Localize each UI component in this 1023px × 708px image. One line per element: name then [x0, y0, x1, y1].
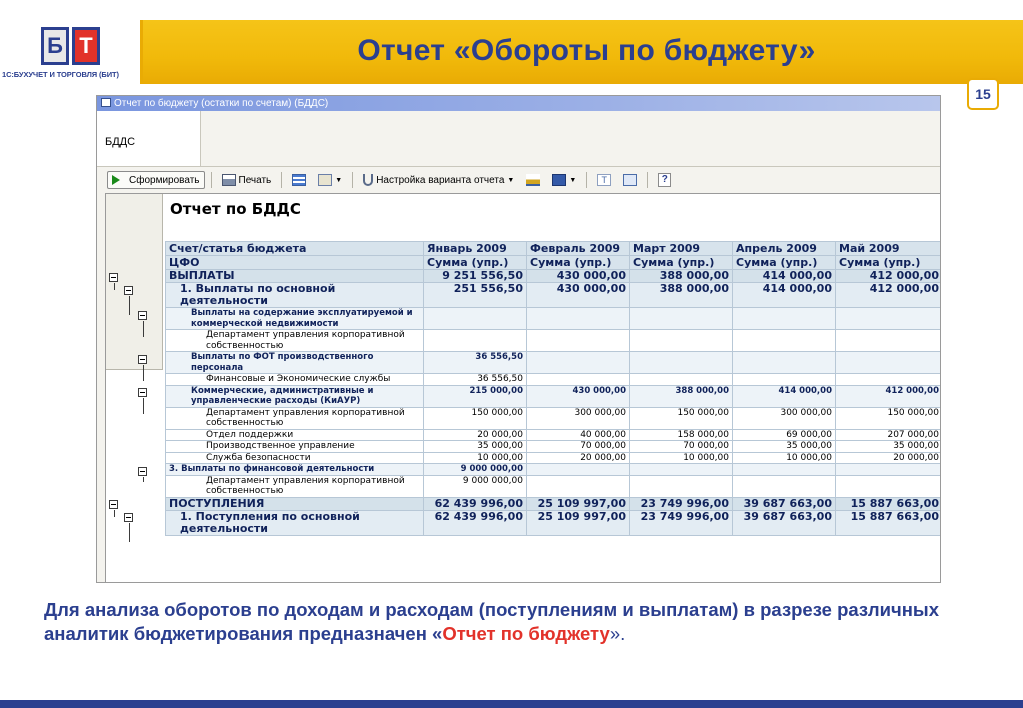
chevron-down-icon: ▼ — [507, 176, 515, 184]
amount-cell: 15 887 663,00 — [836, 497, 942, 510]
table-subheader-row — [166, 256, 942, 270]
page-number-badge: 15 — [967, 78, 999, 110]
amount-cell: 412 000,00 — [836, 270, 942, 283]
table-row[interactable] — [166, 497, 942, 510]
bottom-bar — [0, 700, 1023, 708]
tree-collapse-toggle[interactable] — [138, 467, 147, 476]
table-row[interactable] — [166, 385, 942, 407]
column-subheader: ЦФО — [166, 256, 424, 270]
amount-cell: 62 439 996,00 — [424, 497, 527, 510]
row-label: Департамент управления корпоративной собственностью — [166, 407, 424, 429]
floppy-disk-icon — [552, 174, 566, 186]
amount-cell — [836, 464, 942, 476]
amount-cell — [836, 475, 942, 497]
row-label: Служба безопасности — [166, 452, 424, 464]
tree-connector-line — [129, 523, 130, 542]
row-label: Отдел поддержки — [166, 429, 424, 441]
amount-cell: 9 000 000,00 — [424, 475, 527, 497]
amount-cell: 300 000,00 — [527, 407, 630, 429]
amount-cell: 388 000,00 — [630, 283, 733, 308]
tree-gutter — [106, 194, 163, 583]
amount-cell — [527, 374, 630, 386]
amount-cell — [630, 464, 733, 476]
row-label: 1. Выплаты по основной деятельности — [166, 283, 424, 308]
amount-cell — [733, 464, 836, 476]
amount-cell: 39 687 663,00 — [733, 497, 836, 510]
amount-cell: 150 000,00 — [424, 407, 527, 429]
tree-connector-line — [143, 477, 144, 483]
chevron-down-icon: ▼ — [335, 176, 343, 184]
header-toggle-button[interactable] — [593, 171, 615, 189]
amount-cell: 23 749 996,00 — [630, 497, 733, 510]
amount-cell: 36 556,50 — [424, 374, 527, 386]
settings-fork-icon — [363, 174, 373, 186]
amount-cell: 62 439 996,00 — [424, 510, 527, 535]
variant-settings-button[interactable] — [359, 171, 518, 189]
row-label: Коммерческие, административные и управленческие расходы (КиАУР) — [166, 385, 424, 407]
amount-cell: 414 000,00 — [733, 385, 836, 407]
window-title: Отчет по бюджету (остатки по счетам) (БДДС) — [114, 98, 329, 109]
amount-cell: 35 000,00 — [836, 441, 942, 453]
amount-cell: 215 000,00 — [424, 385, 527, 407]
toolbar-separator — [647, 172, 648, 188]
amount-cell — [424, 330, 527, 352]
column-header: Январь 2009 — [424, 242, 527, 256]
tree-collapse-toggle[interactable] — [138, 311, 147, 320]
slide-header — [0, 20, 1023, 84]
logo-mark-icon — [41, 27, 101, 65]
report-table — [165, 241, 941, 536]
amount-cell: 20 000,00 — [836, 452, 942, 464]
form-toggle-button[interactable] — [619, 171, 641, 189]
amount-cell — [733, 374, 836, 386]
toolbar-separator — [352, 172, 353, 188]
tree-collapse-toggle[interactable] — [138, 355, 147, 364]
amount-cell: 9 000 000,00 — [424, 464, 527, 476]
amount-cell: 20 000,00 — [424, 429, 527, 441]
amount-cell: 150 000,00 — [836, 407, 942, 429]
amount-cell: 430 000,00 — [527, 270, 630, 283]
amount-cell — [527, 352, 630, 374]
amount-cell — [527, 475, 630, 497]
amount-cell — [733, 308, 836, 330]
slide-caption — [44, 598, 984, 646]
table-row[interactable] — [166, 510, 942, 535]
column-header: Апрель 2009 — [733, 242, 836, 256]
format-dropdown-button[interactable] — [314, 171, 346, 189]
help-button[interactable] — [654, 171, 675, 189]
report-sheet[interactable] — [105, 193, 941, 583]
column-header: Март 2009 — [630, 242, 733, 256]
amount-cell: 300 000,00 — [733, 407, 836, 429]
table-row[interactable] — [166, 452, 942, 464]
amount-cell — [733, 352, 836, 374]
amount-cell: 10 000,00 — [733, 452, 836, 464]
amount-cell: 251 556,50 — [424, 283, 527, 308]
amount-cell — [527, 308, 630, 330]
variant-settings-label: Настройка варианта отчета — [376, 174, 505, 186]
amount-cell: 412 000,00 — [836, 385, 942, 407]
column-subheader: Сумма (упр.) — [733, 256, 836, 270]
amount-cell: 430 000,00 — [527, 385, 630, 407]
amount-cell: 36 556,50 — [424, 352, 527, 374]
tree-collapse-toggle[interactable] — [138, 388, 147, 397]
amount-cell — [630, 308, 733, 330]
table-row[interactable] — [166, 374, 942, 386]
generate-button[interactable] — [107, 171, 205, 189]
amount-cell: 23 749 996,00 — [630, 510, 733, 535]
table-header-row — [166, 242, 942, 256]
column-subheader: Сумма (упр.) — [424, 256, 527, 270]
amount-cell: 414 000,00 — [733, 270, 836, 283]
tree-connector-line — [129, 296, 130, 315]
table-row[interactable] — [166, 464, 942, 476]
amount-cell: 20 000,00 — [527, 452, 630, 464]
print-button-label: Печать — [238, 174, 272, 186]
company-logo — [0, 20, 143, 84]
row-label: 3. Выплаты по финансовой деятельности — [166, 464, 424, 476]
logo-letter-b: Б — [41, 27, 69, 65]
toolbar-separator — [211, 172, 212, 188]
slide-title: Отчет «Обороты по бюджету» — [357, 34, 816, 67]
column-subheader: Сумма (упр.) — [836, 256, 942, 270]
row-label: ВЫПЛАТЫ — [166, 270, 424, 283]
table-row[interactable] — [166, 429, 942, 441]
tree-collapse-toggle[interactable] — [109, 500, 118, 509]
column-subheader: Сумма (упр.) — [630, 256, 733, 270]
table-row[interactable] — [166, 352, 942, 374]
table-grid-icon — [292, 174, 306, 186]
logo-caption: 1С:БУХУЧЕТ И ТОРГОВЛЯ (БИТ) — [2, 70, 119, 79]
amount-cell: 39 687 663,00 — [733, 510, 836, 535]
chevron-down-icon: ▼ — [569, 176, 577, 184]
toolbar-separator — [586, 172, 587, 188]
caption-text: Для анализа оборотов по доходам и расходам (поступлениям и выплатам) в разрезе различных аналитик бюджетирования предназначен « — [44, 599, 940, 644]
table-row[interactable] — [166, 308, 942, 330]
logo-letter-t: Т — [72, 27, 100, 65]
table-row[interactable] — [166, 283, 942, 308]
amount-cell: 207 000,00 — [836, 429, 942, 441]
report-window — [96, 95, 941, 583]
amount-cell — [733, 475, 836, 497]
amount-cell: 35 000,00 — [424, 441, 527, 453]
table-view-button[interactable] — [288, 171, 310, 189]
print-button[interactable] — [218, 171, 276, 189]
amount-cell — [630, 374, 733, 386]
amount-cell: 25 109 997,00 — [527, 497, 630, 510]
column-subheader: Сумма (упр.) — [527, 256, 630, 270]
row-label: Департамент управления корпоративной собственностью — [166, 330, 424, 352]
row-label: Выплаты на содержание эксплуатируемой и коммерческой недвижимости — [166, 308, 424, 330]
tree-connector-line — [143, 321, 144, 337]
parameter-panel — [97, 111, 941, 167]
header-t-icon: T — [597, 174, 611, 186]
window-titlebar[interactable] — [97, 96, 940, 111]
tree-connector-line — [114, 510, 115, 517]
amount-cell — [630, 330, 733, 352]
form-icon — [623, 174, 637, 186]
row-label: Финансовые и Экономические службы — [166, 374, 424, 386]
caption-highlight: Отчет по бюджету — [442, 623, 610, 644]
column-header: Май 2009 — [836, 242, 942, 256]
table-row[interactable] — [166, 270, 942, 283]
amount-cell — [836, 308, 942, 330]
amount-cell — [836, 374, 942, 386]
column-header: Февраль 2009 — [527, 242, 630, 256]
amount-cell — [836, 330, 942, 352]
amount-cell: 150 000,00 — [630, 407, 733, 429]
amount-cell: 414 000,00 — [733, 283, 836, 308]
amount-cell: 69 000,00 — [733, 429, 836, 441]
row-label: Выплаты по ФОТ производственного персонала — [166, 352, 424, 374]
save-button[interactable] — [548, 171, 580, 189]
report-toolbar — [97, 169, 941, 191]
table-row[interactable] — [166, 441, 942, 453]
budget-parameter-field[interactable]: БДДС — [97, 111, 201, 166]
amount-cell: 430 000,00 — [527, 283, 630, 308]
amount-cell: 388 000,00 — [630, 385, 733, 407]
row-label: Производственное управление — [166, 441, 424, 453]
tree-collapse-toggle[interactable] — [124, 286, 133, 295]
amount-cell — [733, 330, 836, 352]
amount-cell — [424, 308, 527, 330]
text-format-icon — [318, 174, 332, 186]
amount-cell: 388 000,00 — [630, 270, 733, 283]
printer-icon — [222, 174, 236, 186]
amount-cell — [630, 475, 733, 497]
amount-cell — [630, 352, 733, 374]
caption-tail: ». — [609, 623, 626, 644]
amount-cell: 70 000,00 — [630, 441, 733, 453]
amount-cell: 40 000,00 — [527, 429, 630, 441]
amount-cell: 10 000,00 — [630, 452, 733, 464]
amount-cell: 10 000,00 — [424, 452, 527, 464]
row-label: 1. Поступления по основной деятельности — [166, 510, 424, 535]
generate-button-label: Сформировать — [129, 174, 200, 186]
tree-connector-line — [143, 365, 144, 381]
amount-cell: 70 000,00 — [527, 441, 630, 453]
amount-cell: 25 109 997,00 — [527, 510, 630, 535]
amount-cell — [836, 352, 942, 374]
report-title: Отчет по БДДС — [170, 200, 301, 218]
tree-connector-line — [114, 283, 115, 290]
amount-cell: 158 000,00 — [630, 429, 733, 441]
amount-cell: 35 000,00 — [733, 441, 836, 453]
play-icon — [112, 175, 120, 185]
row-label: ПОСТУПЛЕНИЯ — [166, 497, 424, 510]
window-icon — [101, 98, 111, 107]
tree-collapse-toggle[interactable] — [109, 273, 118, 282]
table-row[interactable] — [166, 330, 942, 352]
help-icon: ? — [658, 173, 671, 187]
upload-icon — [526, 174, 540, 186]
amount-cell: 412 000,00 — [836, 283, 942, 308]
table-row[interactable] — [166, 407, 942, 429]
row-label: Департамент управления корпоративной собственностью — [166, 475, 424, 497]
tree-connector-line — [143, 398, 144, 414]
column-header: Счет/статья бюджета — [166, 242, 424, 256]
tree-collapse-toggle[interactable] — [124, 513, 133, 522]
amount-cell — [527, 464, 630, 476]
upload-button[interactable] — [522, 171, 544, 189]
amount-cell: 15 887 663,00 — [836, 510, 942, 535]
toolbar-separator — [281, 172, 282, 188]
table-row[interactable] — [166, 475, 942, 497]
amount-cell: 9 251 556,50 — [424, 270, 527, 283]
amount-cell — [527, 330, 630, 352]
